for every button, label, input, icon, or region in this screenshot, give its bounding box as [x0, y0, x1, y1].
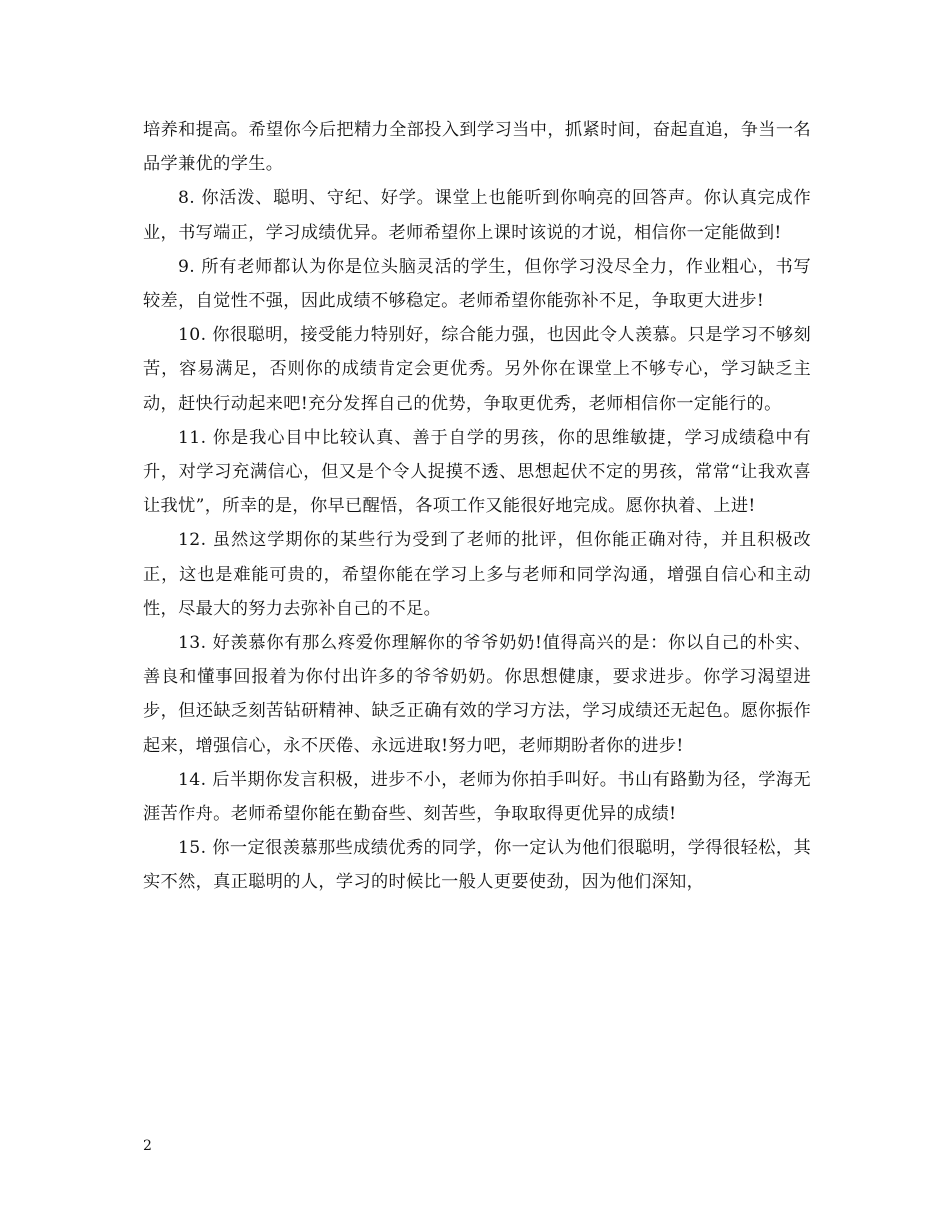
paragraph-comment-12: 12. 虽然这学期你的某些行为受到了老师的批评，但你能正确对待，并且积极改正，这也是难能可贵的，希望你能在学习上多与老师和同学沟通，增强自信心和主动性，尽最大的努力去弥补自己的不足。	[143, 530, 811, 619]
paragraph-comment-15: 15. 你一定很羡慕那些成绩优秀的同学，你一定认为他们很聪明，学得很轻松，其实不然，真正聪明的人，学习的时候比一般人更要使劲，因为他们深知，	[143, 838, 811, 893]
paragraph-comment-13: 13. 好羡慕你有那么疼爱你理解你的爷爷奶奶!值得高兴的是：你以自己的朴实、善良和懂事回报着为你付出许多的爷爷奶奶。你思想健康，要求进步。你学习渴望进步，但还缺乏刻苦钻研精神、缺乏正确有效的学习方法，学习成绩还无起色。愿你振作起来，增强信心，永不厌倦、永远进取!努力吧，老师期盼者你的进步!	[143, 633, 811, 756]
paragraph-comment-9: 9. 所有老师都认为你是位头脑灵活的学生，但你学习没尽全力，作业粗心，书写较差，自觉性不强，因此成绩不够稳定。老师希望你能弥补不足，争取更大进步!	[143, 256, 811, 312]
document-body	[143, 113, 811, 900]
page-number: 2	[143, 1138, 152, 1154]
paragraph-comment-11: 11. 你是我心目中比较认真、善于自学的男孩，你的思维敏捷，学习成绩稳中有升，对学习充满信心，但又是个令人捉摸不透、思想起伏不定的男孩，常常“让我欢喜让我忧”，所幸的是，你早已醒悟，各项工作又能很好地完成。愿你执着、上进!	[143, 427, 811, 517]
paragraph-comment-14: 14. 后半期你发言积极，进步不小，老师为你拍手叫好。书山有路勤为径，学海无涯苦作舟。老师希望你能在勤奋些、刻苦些，争取取得更优异的成绩!	[143, 769, 811, 825]
paragraph-comment-8: 8. 你活泼、聪明、守纪、好学。课堂上也能听到你响亮的回答声。你认真完成作业，书写端正，学习成绩优异。老师希望你上课时该说的才说，相信你一定能做到!	[143, 188, 811, 243]
paragraph-continuation: 培养和提高。希望你今后把精力全部投入到学习当中，抓紧时间，奋起直追，争当一名品学兼优的学生。	[143, 120, 811, 175]
paragraph-comment-10: 10. 你很聪明，接受能力特别好，综合能力强，也因此令人羡慕。只是学习不够刻苦，容易满足，否则你的成绩肯定会更优秀。另外你在课堂上不够专心，学习缺乏主动，赶快行动起来吧!充分发挥自己的优势，争取更优秀，老师相信你一定能行的。	[143, 325, 811, 414]
